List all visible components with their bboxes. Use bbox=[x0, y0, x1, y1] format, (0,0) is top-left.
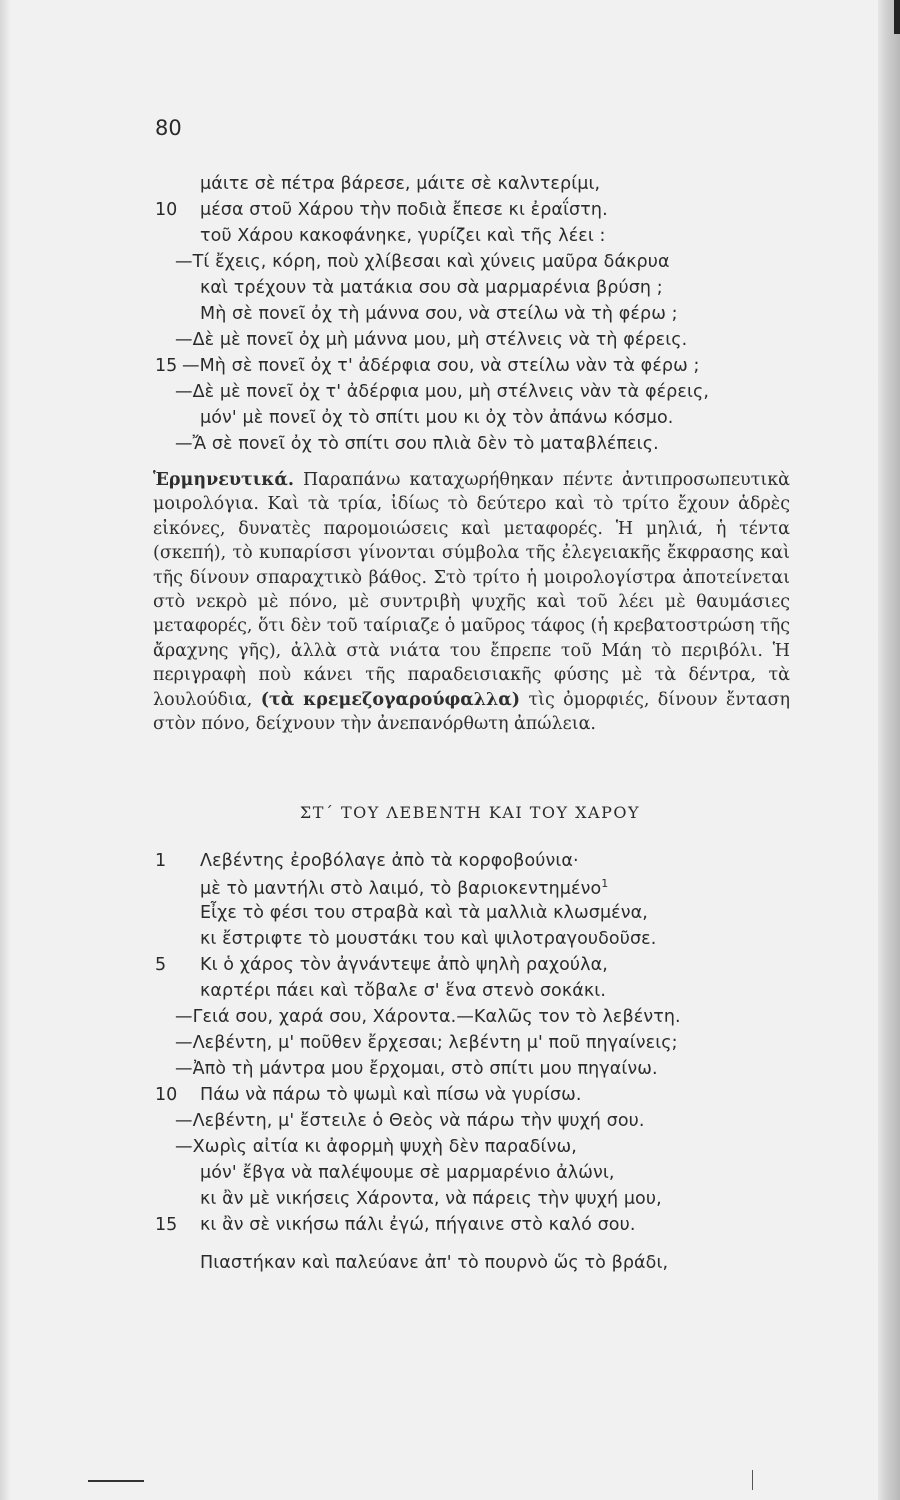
poem-line: —Γειά σου, χαρά σου, Χάροντα.—Καλῶς τον τὸ λεβέντη. bbox=[175, 1007, 681, 1027]
line-number: 1 bbox=[155, 851, 167, 871]
poem-line: —Δὲ μὲ πονεῖ ὀχ τ' ἀδέρφια μου, μὴ στέλνεις νὰν τὰ φέρεις, bbox=[175, 382, 709, 402]
poem-line: —Λεβέντη, μ' ἔστειλε ὁ Θεὸς νὰ πάρω τὴν ψυχή σου. bbox=[175, 1111, 645, 1131]
poem-line: κι ἔστριφτε τὸ μουστάκι του καὶ ψιλοτραγουδοῦσε. bbox=[200, 929, 657, 949]
poem-line: Εἶχε τὸ φέσι του στραβὰ καὶ τὰ μαλλιὰ κλωσμένα, bbox=[200, 903, 648, 923]
poem-line: —Ἀπὸ τὴ μάντρα μου ἔρχομαι, στὸ σπίτι μου πηγαίνω. bbox=[175, 1059, 658, 1079]
poem-line: μέσα στοῦ Χάρου τὴν ποδιὰ ἔπεσε κι ἐραΐστη. bbox=[200, 200, 608, 220]
poem-line: μόν' ἔβγα νὰ παλέψουμε σὲ μαρμαρένιο ἀλώνι, bbox=[200, 1163, 615, 1183]
poem-line: Κι ὁ χάρος τὸν ἀγνάντεψε ἀπὸ ψηλὴ ραχούλα, bbox=[200, 955, 608, 975]
scan-mark bbox=[894, 0, 900, 34]
commentary-paragraph bbox=[153, 468, 790, 736]
footnote-marker: 1 bbox=[601, 877, 609, 890]
poem-line: καρτέρι πάει καὶ τὄβαλε σ' ἕνα στενὸ σοκάκι. bbox=[200, 981, 606, 1001]
poem-line: —Χωρὶς αἰτία κι ἀφορμὴ ψυχὴ δὲν παραδίνω, bbox=[175, 1137, 577, 1157]
commentary-heading: Ἑρμηνευτικά. bbox=[153, 470, 294, 490]
poem-line: μάιτε σὲ πέτρα βάρεσε, μάιτε σὲ καλντερίμι, bbox=[200, 174, 601, 194]
poem-line: κι ἂν σὲ νικήσω πάλι ἐγώ, πήγαινε στὸ καλό σου. bbox=[200, 1215, 636, 1235]
page-right-edge bbox=[878, 0, 900, 1500]
line-number: 15 bbox=[155, 356, 178, 376]
page-left-edge bbox=[0, 0, 10, 1500]
poem-line: τοῦ Χάρου κακοφάνηκε, γυρίζει καὶ τῆς λέει : bbox=[200, 226, 606, 246]
poem-line: —Λεβέντη, μ' ποῦθεν ἔρχεσαι; λεβέντη μ' ποῦ πηγαίνεις; bbox=[175, 1033, 678, 1053]
line-number: 5 bbox=[155, 955, 167, 975]
poem-line: Πιαστήκαν καὶ παλεύανε ἀπ' τὸ πουρνὸ ὥς τὸ βράδι, bbox=[200, 1253, 669, 1273]
poem-line: μόν' μὲ πονεῖ ὀχ τὸ σπίτι μου κι ὀχ τὸν ἀπάνω κόσμο. bbox=[200, 408, 674, 428]
commentary-text: Παραπάνω καταχωρήθηκαν πέντε ἀντιπροσωπευτικὰ μοιρολόγια. Καὶ τὰ τρία, ἰδίως τὸ δεύτερο καὶ τὸ τρίτο ἔχουν ἁδρὲς εἰκόνες, δυνατὲς παρομοιώσεις καὶ μεταφορές. Ἡ μηλιά, ἡ τέντα (σκεπή), τὸ κυπαρίσσι γίνονται σύμβολα τῆς ἐλεγειακῆς ἔκφρασης καὶ τῆς δίνουν σπαραχτικὸ βάθος. Στὸ τρίτο ἡ μοιρολογίστρα ἀποτείνεται στὸ νεκρὸ μὲ πόνο, μὲ συντριβὴ ψυχῆς καὶ τοῦ λέει μὲ θαυμάσιες μεταφορές, ὅτι δὲν τοῦ ταίριαζε ὁ μαῦρος τάφος (ἡ κρεβατοστρώση τῆς ἄραχνης γῆς), ἀλλὰ στὰ νιάτα του ἔπρεπε τοῦ Μάη τὸ περιβόλι. Ἡ περιγραφὴ ποὺ κάνει τῆς παραδεισιακῆς φύσης μὲ τὰ δέντρα, τὰ λουλούδια, bbox=[153, 470, 790, 710]
commentary-bold-term: (τὰ κρεμεζογαρούφαλλα) bbox=[260, 689, 521, 710]
line-number: 10 bbox=[155, 1085, 178, 1105]
line-number: 10 bbox=[155, 200, 178, 220]
poem-line: —Ἄ σὲ πονεῖ ὀχ τὸ σπίτι σου πλιὰ δὲν τὸ ματαβλέπεις. bbox=[175, 434, 659, 454]
poem-line: Πάω νὰ πάρω τὸ ψωμὶ καὶ πίσω νὰ γυρίσω. bbox=[200, 1085, 582, 1105]
section-title: ΣΤ΄ ΤΟΥ ΛΕΒΕΝΤΗ ΚΑΙ ΤΟΥ ΧΑΡΟΥ bbox=[299, 803, 641, 822]
poem-line: Λεβέντης ἐροβόλαγε ἀπὸ τὰ κορφοβούνια· bbox=[200, 851, 579, 871]
poem-line-text: μὲ τὸ μαντήλι στὸ λαιμό, τὸ βαριοκεντημένο bbox=[200, 878, 602, 899]
bottom-tick bbox=[752, 1470, 753, 1490]
poem-line: —Τί ἔχεις, κόρη, ποὺ χλίβεσαι καὶ χύνεις μαῦρα δάκρυα bbox=[175, 252, 670, 272]
poem-line: καὶ τρέχουν τὰ ματάκια σου σὰ μαρμαρένια βρύση ; bbox=[200, 278, 663, 298]
line-number: 15 bbox=[155, 1215, 178, 1235]
poem-line: κι ἂν μὲ νικήσεις Χάροντα, νὰ πάρεις τὴν ψυχή μου, bbox=[200, 1189, 662, 1209]
bottom-rule bbox=[88, 1480, 144, 1482]
poem-line bbox=[200, 877, 608, 899]
poem-line: —Δὲ μὲ πονεῖ ὀχ μὴ μάννα μου, μὴ στέλνεις νὰ τὴ φέρεις. bbox=[175, 330, 688, 350]
poem-line: —Μὴ σὲ πονεῖ ὀχ τ' ἀδέρφια σου, νὰ στείλω νὰν τὰ φέρω ; bbox=[182, 356, 700, 376]
poem-line: Μὴ σὲ πονεῖ ὀχ τὴ μάννα σου, νὰ στείλω νὰ τὴ φέρω ; bbox=[200, 304, 678, 324]
page-number: 80 bbox=[155, 116, 182, 140]
commentary-text-end: τὶς ὀμορφιές, δίνουν ἔνταση στὸν πόνο, δείχνουν τὴν ἀνεπανόρθωτη ἀπώλεια. bbox=[153, 689, 790, 735]
